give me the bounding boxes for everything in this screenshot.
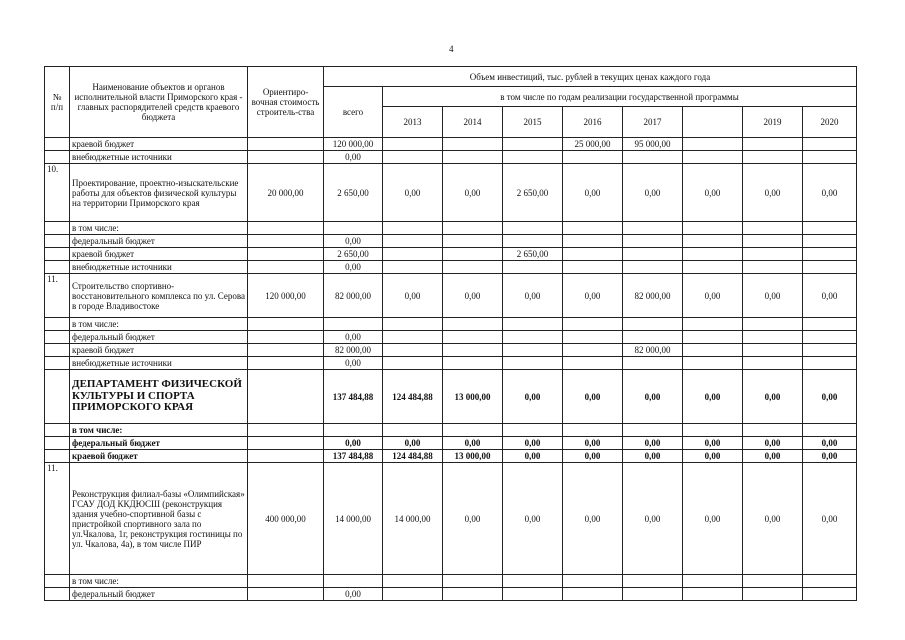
table-row (45, 274, 857, 318)
cell-year-value (503, 138, 563, 151)
table-row (45, 248, 857, 261)
cell-year-value (743, 235, 803, 248)
header-year: 2016 (563, 107, 623, 138)
row-name: Проектирование, проектно-изыскательские работы для объектов физической культуры на территории Приморского края (70, 164, 248, 222)
cell-year-value (443, 151, 503, 164)
row-number (45, 424, 70, 437)
cell-year-value (563, 424, 623, 437)
row-number (45, 575, 70, 588)
row-name: федеральный бюджет (70, 588, 248, 601)
cell-year-value (803, 357, 857, 370)
cell-cost (248, 261, 324, 274)
cell-year-value (503, 424, 563, 437)
cell-year-value (443, 138, 503, 151)
row-name: в том числе: (70, 222, 248, 235)
cell-year-value: 13 000,00 (443, 370, 503, 424)
table-row (45, 575, 857, 588)
table-row (45, 437, 857, 450)
row-name: в том числе: (70, 318, 248, 331)
cell-year-value: 0,00 (803, 463, 857, 575)
cell-year-value: 82 000,00 (623, 344, 683, 357)
cell-year-value: 0,00 (683, 463, 743, 575)
cell-total: 0,00 (324, 261, 383, 274)
cell-year-value: 0,00 (743, 274, 803, 318)
cell-cost (248, 151, 324, 164)
cell-year-value (683, 575, 743, 588)
cell-total: 0,00 (324, 588, 383, 601)
cell-year-value: 0,00 (383, 274, 443, 318)
cell-year-value (683, 424, 743, 437)
row-number: 11. (45, 463, 70, 575)
cell-year-value: 0,00 (803, 274, 857, 318)
cell-year-value (383, 424, 443, 437)
cell-year-value (683, 318, 743, 331)
cell-year-value: 82 000,00 (623, 274, 683, 318)
cell-year-value (623, 235, 683, 248)
cell-year-value (503, 318, 563, 331)
cell-year-value (563, 331, 623, 344)
cell-year-value (623, 151, 683, 164)
cell-total: 0,00 (324, 235, 383, 248)
header-year: 2014 (443, 107, 503, 138)
cell-year-value: 0,00 (503, 450, 563, 463)
cell-total: 2 650,00 (324, 164, 383, 222)
cell-cost (248, 248, 324, 261)
cell-year-value (683, 248, 743, 261)
row-name: внебюджетные источники (70, 151, 248, 164)
row-name: Строительство спортивно-восстановительного комплекса по ул. Серова в городе Владивостоке (70, 274, 248, 318)
cell-year-value: 0,00 (563, 370, 623, 424)
cell-year-value: 124 484,88 (383, 450, 443, 463)
cell-year-value: 0,00 (443, 274, 503, 318)
header-cost: Ориентиро-вочная стоимость строитель-ства (248, 67, 324, 138)
row-name: внебюджетные источники (70, 357, 248, 370)
cell-year-value (803, 424, 857, 437)
cell-total: 0,00 (324, 357, 383, 370)
cell-year-value: 0,00 (743, 450, 803, 463)
row-number (45, 138, 70, 151)
header-year: 2015 (503, 107, 563, 138)
row-number (45, 248, 70, 261)
row-number (45, 235, 70, 248)
cell-year-value (503, 151, 563, 164)
cell-year-value: 0,00 (743, 370, 803, 424)
cell-year-value: 0,00 (623, 370, 683, 424)
cell-year-value (563, 261, 623, 274)
cell-year-value (683, 138, 743, 151)
header-by-years: в том числе по годам реализации государственной программы (383, 87, 857, 107)
cell-year-value (743, 357, 803, 370)
cell-year-value (563, 235, 623, 248)
cell-year-value (803, 138, 857, 151)
cell-year-value: 0,00 (563, 463, 623, 575)
cell-year-value (503, 588, 563, 601)
table-row (45, 450, 857, 463)
cell-year-value (623, 318, 683, 331)
row-number (45, 222, 70, 235)
cell-total: 137 484,88 (324, 370, 383, 424)
header-year: 2020 (803, 107, 857, 138)
header-name: Наименование объектов и органов исполнительной власти Приморского края - главных распорядителей средств краевого бюджета (70, 67, 248, 138)
cell-year-value (383, 222, 443, 235)
cell-year-value (443, 357, 503, 370)
cell-year-value (803, 344, 857, 357)
cell-year-value: 0,00 (683, 370, 743, 424)
row-name: краевой бюджет (70, 248, 248, 261)
cell-year-value: 0,00 (443, 164, 503, 222)
row-name: федеральный бюджет (70, 331, 248, 344)
cell-year-value: 13 000,00 (443, 450, 503, 463)
cell-year-value (443, 588, 503, 601)
cell-total (324, 222, 383, 235)
cell-year-value (383, 344, 443, 357)
cell-year-value: 2 650,00 (503, 164, 563, 222)
cell-year-value: 0,00 (503, 463, 563, 575)
cell-year-value (803, 151, 857, 164)
cell-year-value (683, 357, 743, 370)
cell-year-value (743, 222, 803, 235)
cell-year-value (563, 151, 623, 164)
header-year: 2013 (383, 107, 443, 138)
cell-year-value: 25 000,00 (563, 138, 623, 151)
cell-year-value (443, 424, 503, 437)
cell-cost (248, 318, 324, 331)
cell-year-value (503, 575, 563, 588)
cell-year-value (443, 331, 503, 344)
cell-year-value (563, 344, 623, 357)
cell-cost (248, 357, 324, 370)
cell-year-value: 0,00 (623, 437, 683, 450)
row-number (45, 331, 70, 344)
cell-year-value (683, 331, 743, 344)
cell-year-value: 0,00 (383, 437, 443, 450)
cell-year-value (563, 248, 623, 261)
cell-total: 137 484,88 (324, 450, 383, 463)
header-year: 2019 (743, 107, 803, 138)
cell-year-value: 2 650,00 (503, 248, 563, 261)
cell-year-value: 0,00 (563, 274, 623, 318)
cell-year-value (623, 424, 683, 437)
cell-cost (248, 450, 324, 463)
cell-year-value (563, 357, 623, 370)
cell-year-value (743, 575, 803, 588)
cell-cost (248, 588, 324, 601)
cell-year-value: 0,00 (383, 164, 443, 222)
investment-table (44, 66, 857, 601)
table-row (45, 357, 857, 370)
cell-total: 0,00 (324, 437, 383, 450)
cell-year-value (803, 222, 857, 235)
row-name: федеральный бюджет (70, 235, 248, 248)
cell-year-value: 0,00 (683, 164, 743, 222)
cell-year-value (683, 151, 743, 164)
row-name: краевой бюджет (70, 344, 248, 357)
cell-year-value (683, 588, 743, 601)
cell-year-value (743, 248, 803, 261)
row-name: краевой бюджет (70, 138, 248, 151)
cell-year-value (743, 424, 803, 437)
cell-year-value (383, 588, 443, 601)
cell-total: 14 000,00 (324, 463, 383, 575)
cell-year-value: 0,00 (563, 437, 623, 450)
row-name: федеральный бюджет (70, 437, 248, 450)
cell-year-value (563, 222, 623, 235)
table-row (45, 424, 857, 437)
cell-year-value (803, 248, 857, 261)
cell-cost (248, 222, 324, 235)
cell-year-value: 0,00 (743, 463, 803, 575)
table-row (45, 261, 857, 274)
row-name: в том числе: (70, 424, 248, 437)
cell-year-value (443, 235, 503, 248)
header-year (683, 107, 743, 138)
table-row (45, 222, 857, 235)
cell-total: 82 000,00 (324, 274, 383, 318)
cell-year-value (803, 318, 857, 331)
cell-cost (248, 437, 324, 450)
cell-year-value (743, 588, 803, 601)
cell-year-value (443, 344, 503, 357)
cell-year-value (383, 261, 443, 274)
cell-year-value: 0,00 (623, 463, 683, 575)
cell-year-value: 0,00 (803, 370, 857, 424)
cell-year-value (683, 261, 743, 274)
cell-year-value (383, 235, 443, 248)
cell-year-value: 0,00 (443, 463, 503, 575)
cell-cost (248, 370, 324, 424)
cell-year-value (803, 575, 857, 588)
cell-year-value (383, 575, 443, 588)
cell-total (324, 575, 383, 588)
cell-cost: 20 000,00 (248, 164, 324, 222)
cell-year-value (503, 344, 563, 357)
row-number (45, 357, 70, 370)
cell-year-value (623, 357, 683, 370)
cell-cost (248, 331, 324, 344)
row-number (45, 370, 70, 424)
cell-year-value (563, 575, 623, 588)
cell-year-value (803, 235, 857, 248)
row-number: 11. (45, 274, 70, 318)
cell-year-value (563, 588, 623, 601)
cell-year-value: 0,00 (443, 437, 503, 450)
cell-year-value: 95 000,00 (623, 138, 683, 151)
cell-year-value (623, 588, 683, 601)
cell-cost (248, 344, 324, 357)
cell-year-value (743, 318, 803, 331)
cell-year-value (443, 248, 503, 261)
table-header (45, 67, 857, 138)
cell-year-value (803, 331, 857, 344)
cell-total: 120 000,00 (324, 138, 383, 151)
cell-cost: 400 000,00 (248, 463, 324, 575)
cell-year-value (503, 357, 563, 370)
row-name: внебюджетные источники (70, 261, 248, 274)
row-number (45, 588, 70, 601)
cell-year-value (623, 331, 683, 344)
cell-year-value (383, 318, 443, 331)
cell-year-value: 0,00 (743, 437, 803, 450)
cell-cost (248, 138, 324, 151)
cell-year-value (683, 344, 743, 357)
cell-year-value (623, 222, 683, 235)
cell-year-value (623, 248, 683, 261)
cell-year-value (623, 261, 683, 274)
table-row (45, 318, 857, 331)
cell-year-value (503, 235, 563, 248)
row-name: Реконструкция филиал-базы «Олимпийская» ГСАУ ДОД ККДЮСШ (реконструкция здания учебно-спортивной базы с пристройкой спортивного зала по ул.Чкалова, 1г, реконструкция гостиницы по ул. Чкалова, 4а), в том числе ПИР (70, 463, 248, 575)
cell-year-value: 0,00 (623, 164, 683, 222)
cell-year-value (443, 261, 503, 274)
cell-year-value (743, 261, 803, 274)
cell-year-value (503, 331, 563, 344)
row-name: ДЕПАРТАМЕНТ ФИЗИЧЕСКОЙ КУЛЬТУРЫ И СПОРТА ПРИМОРСКОГО КРАЯ (70, 370, 248, 424)
row-number (45, 261, 70, 274)
header-num: № п/п (45, 67, 70, 138)
row-number (45, 151, 70, 164)
table-row (45, 164, 857, 222)
cell-cost (248, 424, 324, 437)
cell-year-value (563, 318, 623, 331)
cell-year-value: 0,00 (683, 437, 743, 450)
cell-cost: 120 000,00 (248, 274, 324, 318)
cell-year-value (443, 222, 503, 235)
cell-year-value: 0,00 (503, 274, 563, 318)
cell-year-value (383, 357, 443, 370)
row-number (45, 318, 70, 331)
cell-year-value: 14 000,00 (383, 463, 443, 575)
cell-year-value (623, 575, 683, 588)
cell-year-value: 0,00 (803, 437, 857, 450)
cell-year-value (383, 138, 443, 151)
cell-year-value: 124 484,88 (383, 370, 443, 424)
row-number (45, 437, 70, 450)
cell-total (324, 318, 383, 331)
cell-year-value: 0,00 (623, 450, 683, 463)
cell-year-value (803, 261, 857, 274)
cell-year-value: 0,00 (503, 437, 563, 450)
cell-total: 0,00 (324, 331, 383, 344)
header-year: 2017 (623, 107, 683, 138)
cell-year-value: 0,00 (503, 370, 563, 424)
cell-total (324, 424, 383, 437)
row-name: краевой бюджет (70, 450, 248, 463)
cell-year-value (743, 331, 803, 344)
cell-year-value: 0,00 (563, 164, 623, 222)
cell-year-value (683, 222, 743, 235)
cell-year-value (383, 331, 443, 344)
cell-year-value (503, 261, 563, 274)
row-number (45, 344, 70, 357)
table-row (45, 138, 857, 151)
cell-year-value: 0,00 (743, 164, 803, 222)
table-body (45, 138, 857, 601)
cell-year-value: 0,00 (803, 450, 857, 463)
table-row (45, 370, 857, 424)
cell-year-value: 0,00 (683, 450, 743, 463)
row-number (45, 450, 70, 463)
cell-total: 82 000,00 (324, 344, 383, 357)
cell-year-value (683, 235, 743, 248)
row-number: 10. (45, 164, 70, 222)
table-row (45, 151, 857, 164)
cell-year-value (743, 138, 803, 151)
header-total: всего (324, 87, 383, 138)
cell-year-value (443, 575, 503, 588)
cell-cost (248, 575, 324, 588)
table-row (45, 588, 857, 601)
cell-year-value: 0,00 (563, 450, 623, 463)
table-row (45, 235, 857, 248)
row-name: в том числе: (70, 575, 248, 588)
cell-year-value (743, 151, 803, 164)
cell-year-value (383, 151, 443, 164)
cell-year-value (503, 222, 563, 235)
header-volume: Объем инвестиций, тыс. рублей в текущих ценах каждого года (324, 67, 857, 87)
cell-year-value: 0,00 (683, 274, 743, 318)
page-number: 4 (449, 44, 454, 54)
cell-cost (248, 235, 324, 248)
cell-year-value (803, 588, 857, 601)
table-row (45, 463, 857, 575)
cell-total: 0,00 (324, 151, 383, 164)
cell-year-value (743, 344, 803, 357)
cell-year-value (383, 248, 443, 261)
cell-year-value (443, 318, 503, 331)
table-row (45, 331, 857, 344)
cell-year-value: 0,00 (803, 164, 857, 222)
cell-total: 2 650,00 (324, 248, 383, 261)
table-row (45, 344, 857, 357)
